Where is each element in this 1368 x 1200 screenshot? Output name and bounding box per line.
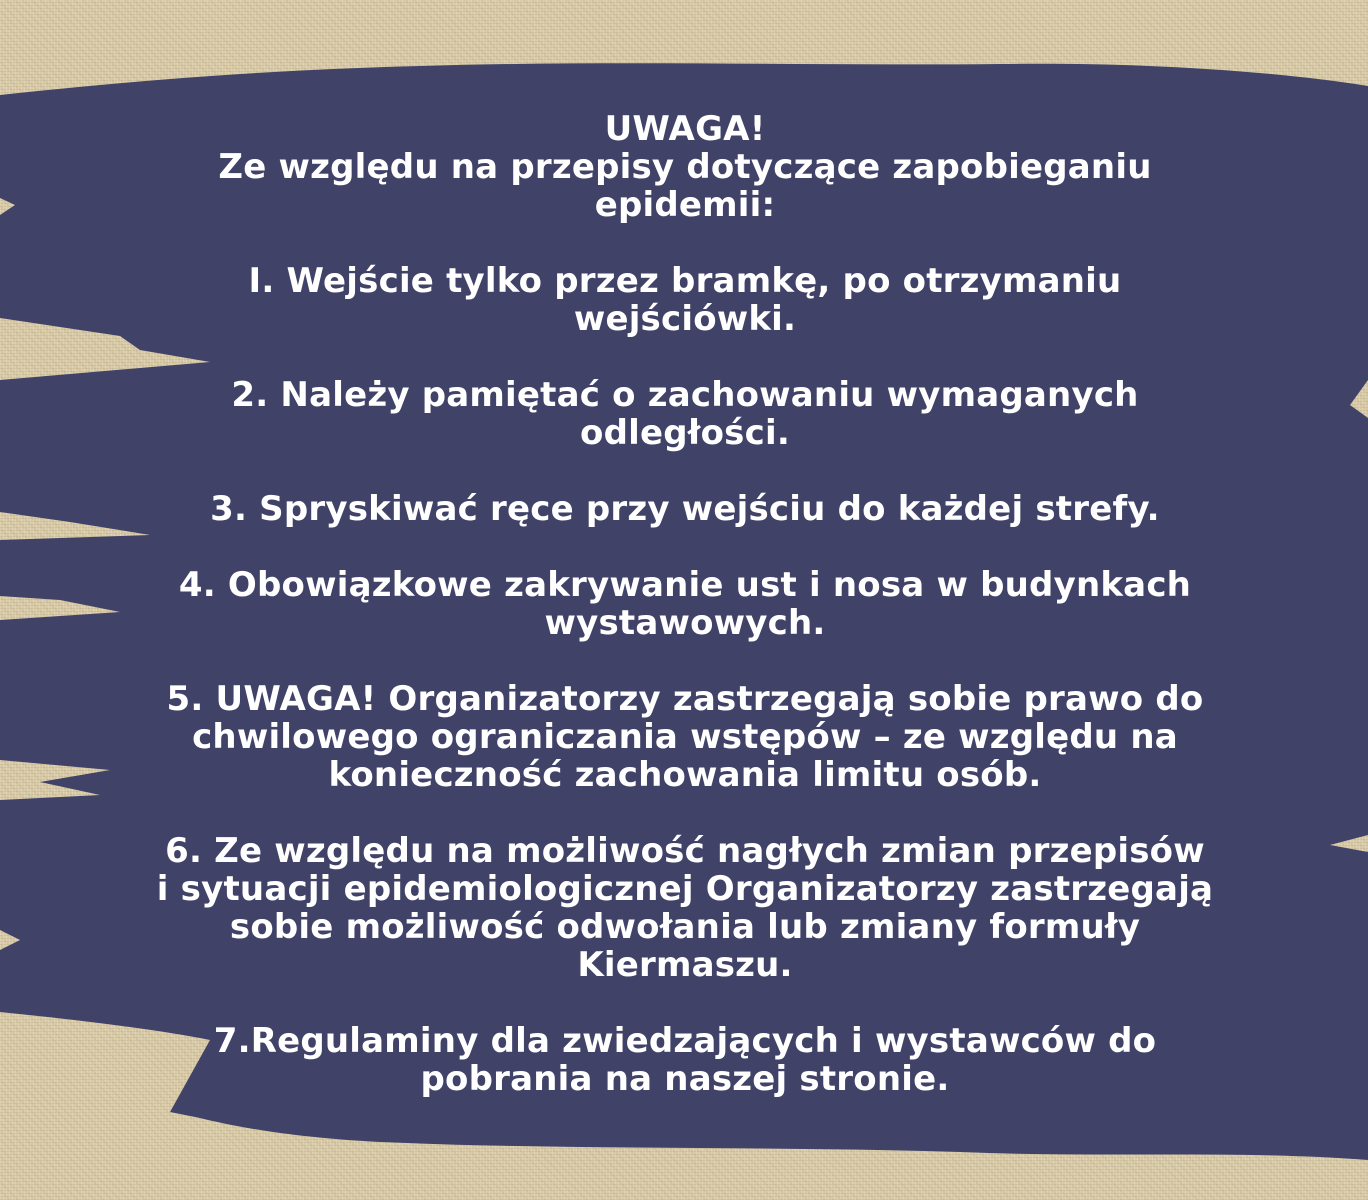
rule-line: 6. Ze względu na możliwość nagłych zmian przepisów: [165, 831, 1205, 871]
rule-line: I. Wejście tylko przez bramkę, po otrzymaniu: [248, 261, 1122, 301]
rule-item-1: [140, 262, 1230, 338]
rule-line: 5. UWAGA! Organizatorzy zastrzegają sobie prawo do: [166, 679, 1204, 719]
rule-line: Kiermaszu.: [577, 945, 793, 985]
rule-line: 3. Spryskiwać ręce przy wejściu do każdej strefy.: [210, 489, 1160, 529]
rule-line: konieczność zachowania limitu osób.: [328, 755, 1042, 795]
rule-item-5: [140, 680, 1230, 794]
notice-intro-line-1: Ze względu na przepisy dotyczące zapobieganiu: [218, 147, 1152, 187]
rule-line: 2. Należy pamiętać o zachowaniu wymaganych: [231, 375, 1139, 415]
rule-line: sobie możliwość odwołania lub zmiany formuły: [229, 907, 1141, 947]
rule-line: chwilowego ograniczania wstępów – ze względu na: [192, 717, 1178, 757]
rule-item-4: [140, 566, 1230, 642]
rule-item-7: [140, 1022, 1230, 1098]
notice-text-block: [140, 110, 1230, 1098]
rule-line: odległości.: [580, 413, 790, 453]
rule-line: wystawowych.: [544, 603, 826, 643]
rule-line: 7.Regulaminy dla zwiedzających i wystawców do: [213, 1021, 1157, 1061]
rule-line: pobrania na naszej stronie.: [420, 1059, 950, 1099]
rule-line: wejściówki.: [573, 299, 797, 339]
rule-item-2: [140, 376, 1230, 452]
rule-item-3: [140, 490, 1230, 528]
notice-heading: UWAGA!: [604, 109, 766, 149]
rule-line: i sytuacji epidemiologicznej Organizatorzy zastrzegają: [156, 869, 1214, 909]
rule-item-6: [140, 832, 1230, 984]
notice-intro-line-2: epidemii:: [594, 185, 776, 225]
rule-line: 4. Obowiązkowe zakrywanie ust i nosa w budynkach: [178, 565, 1192, 605]
